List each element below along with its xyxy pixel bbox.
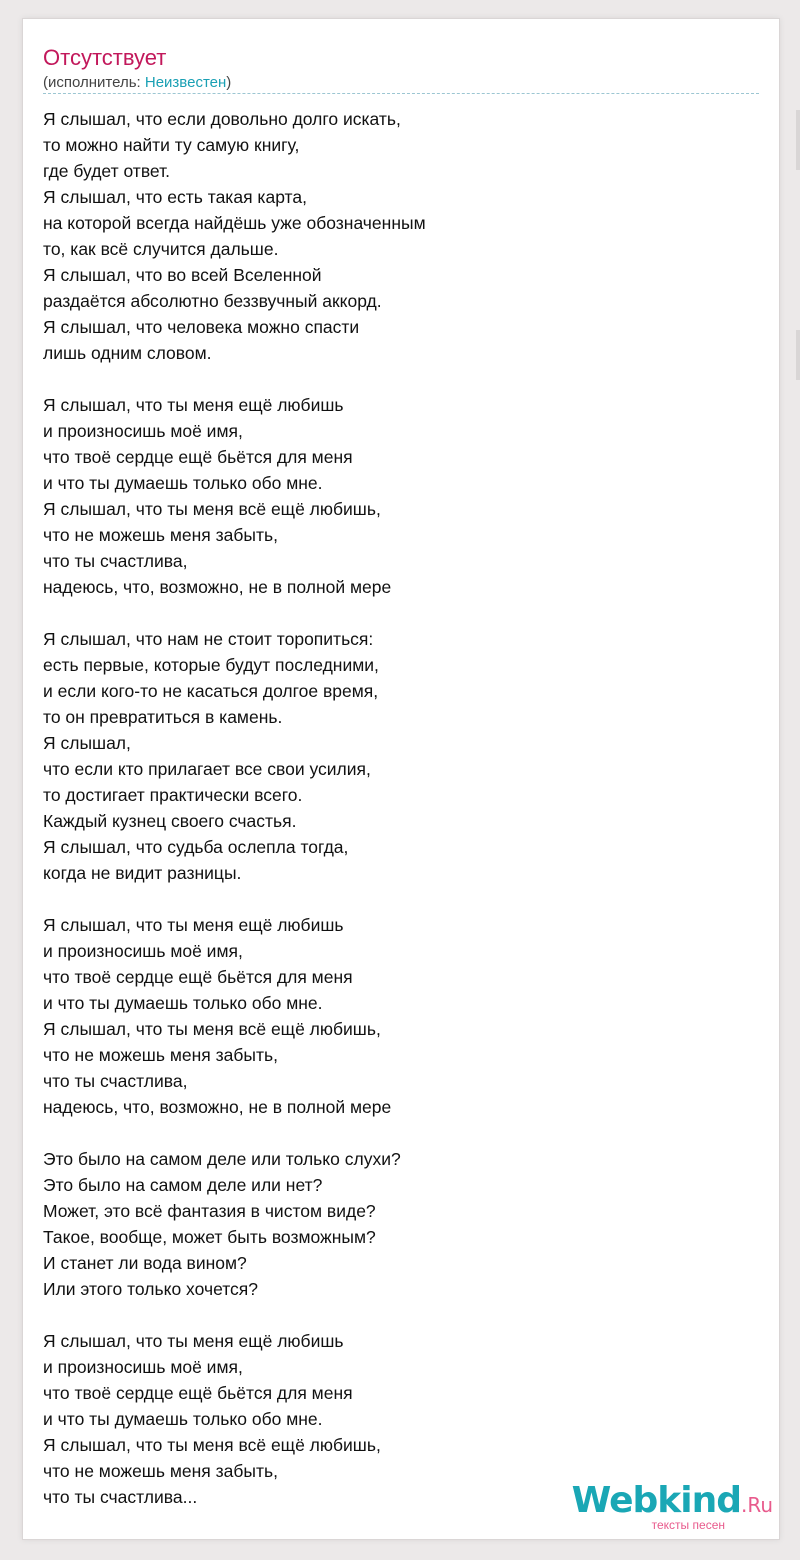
lyrics-line: то достигает практически всего.	[43, 785, 303, 805]
lyrics-line: Я слышал, что ты меня всё ещё любишь,	[43, 499, 381, 519]
lyrics-line: Может, это всё фантазия в чистом виде?	[43, 1201, 376, 1221]
lyrics-line: Это было на самом деле или только слухи?	[43, 1149, 401, 1169]
lyrics-line: что не можешь меня забыть,	[43, 1461, 278, 1481]
lyrics-line: и если кого-то не касаться долгое время,	[43, 681, 379, 701]
artist-link[interactable]: Неизвестен	[144, 74, 227, 91]
lyrics-line: и произносишь моё имя,	[43, 941, 243, 961]
logo-tld: .Ru	[740, 1493, 773, 1517]
lyrics-line: Я слышал, что судьба ослепла тогда,	[43, 837, 349, 857]
lyrics-line: и что ты думаешь только обо мне.	[43, 993, 323, 1013]
lyrics-line: и что ты думаешь только обо мне.	[43, 473, 323, 493]
lyrics-line: надеюсь, что, возможно, не в полной мере	[43, 1097, 392, 1117]
lyrics-line: что твоё сердце ещё бьётся для меня	[43, 1383, 353, 1403]
logo-tagline: тексты песен	[651, 1518, 725, 1532]
lyrics-line: надеюсь, что, возможно, не в полной мере	[43, 577, 392, 597]
lyrics-stanza-break	[43, 886, 743, 912]
lyrics-line: что если кто прилагает все свои усилия,	[43, 759, 371, 779]
lyrics-line: и произносишь моё имя,	[43, 1357, 243, 1377]
lyrics-line: Я слышал, что если довольно долго искать,	[43, 109, 401, 129]
lyrics-line: что твоё сердце ещё бьётся для меня	[43, 967, 353, 987]
lyrics-line: что ты счастлива...	[43, 1487, 198, 1507]
logo-main-text: Webkind	[571, 1480, 741, 1521]
lyrics-line: Такое, вообще, может быть возможным?	[43, 1227, 376, 1247]
lyrics-line: Я слышал,	[43, 733, 131, 753]
lyrics-line: когда не видит разницы.	[43, 863, 242, 883]
lyrics-line: что ты счастлива,	[43, 1071, 188, 1091]
lyrics-stanza-break	[43, 1120, 743, 1146]
lyrics-line: Я слышал, что ты меня всё ещё любишь,	[43, 1435, 381, 1455]
lyrics-line: где будет ответ.	[43, 161, 171, 181]
lyrics-stanza-break	[43, 600, 743, 626]
lyrics-stanza-break	[43, 366, 743, 392]
lyrics-line: Это было на самом деле или нет?	[43, 1175, 323, 1195]
lyrics-line: на которой всегда найдёшь уже обозначенным	[43, 213, 426, 233]
artist-prefix: (исполнитель:	[43, 74, 145, 91]
lyrics-line: что не можешь меня забыть,	[43, 1045, 278, 1065]
artist-suffix: )	[226, 74, 232, 91]
scrollbar-track-upper	[796, 110, 800, 170]
lyrics-line: Я слышал, что человека можно спасти	[43, 317, 360, 337]
lyrics-line: Я слышал, что есть такая карта,	[43, 187, 307, 207]
lyrics-line: Я слышал, что ты меня ещё любишь	[43, 915, 344, 935]
lyrics-line: Или этого только хочется?	[43, 1279, 259, 1299]
scrollbar-track-lower	[796, 330, 800, 380]
lyrics-card	[22, 18, 780, 1540]
lyrics-line: и что ты думаешь только обо мне.	[43, 1409, 323, 1429]
lyrics-line: Я слышал, что ты меня ещё любишь	[43, 1331, 344, 1351]
lyrics-line: И станет ли вода вином?	[43, 1253, 247, 1273]
lyrics-text	[43, 106, 743, 1510]
lyrics-line: раздаётся абсолютно беззвучный аккорд.	[43, 291, 382, 311]
header-divider	[43, 93, 759, 94]
lyrics-line: Я слышал, что во всей Вселенной	[43, 265, 322, 285]
lyrics-line: то можно найти ту самую книгу,	[43, 135, 300, 155]
logo-wordmark	[571, 1480, 773, 1523]
site-logo[interactable]	[571, 1480, 773, 1532]
lyrics-line: Я слышал, что нам не стоит торопиться:	[43, 629, 374, 649]
lyrics-line: что твоё сердце ещё бьётся для меня	[43, 447, 353, 467]
lyrics-line: что ты счастлива,	[43, 551, 188, 571]
lyrics-line: то он превратиться в камень.	[43, 707, 283, 727]
lyrics-line: есть первые, которые будут последними,	[43, 655, 379, 675]
lyrics-line: Каждый кузнец своего счастья.	[43, 811, 297, 831]
lyrics-line: и произносишь моё имя,	[43, 421, 243, 441]
lyrics-line: что не можешь меня забыть,	[43, 525, 278, 545]
lyrics-line: Я слышал, что ты меня ещё любишь	[43, 395, 344, 415]
lyrics-line: то, как всё случится дальше.	[43, 239, 279, 259]
lyrics-line: лишь одним словом.	[43, 343, 212, 363]
lyrics-stanza-break	[43, 1302, 743, 1328]
song-title: Отсутствует	[43, 45, 167, 70]
lyrics-line: Я слышал, что ты меня всё ещё любишь,	[43, 1019, 381, 1039]
artist-line	[43, 74, 231, 92]
